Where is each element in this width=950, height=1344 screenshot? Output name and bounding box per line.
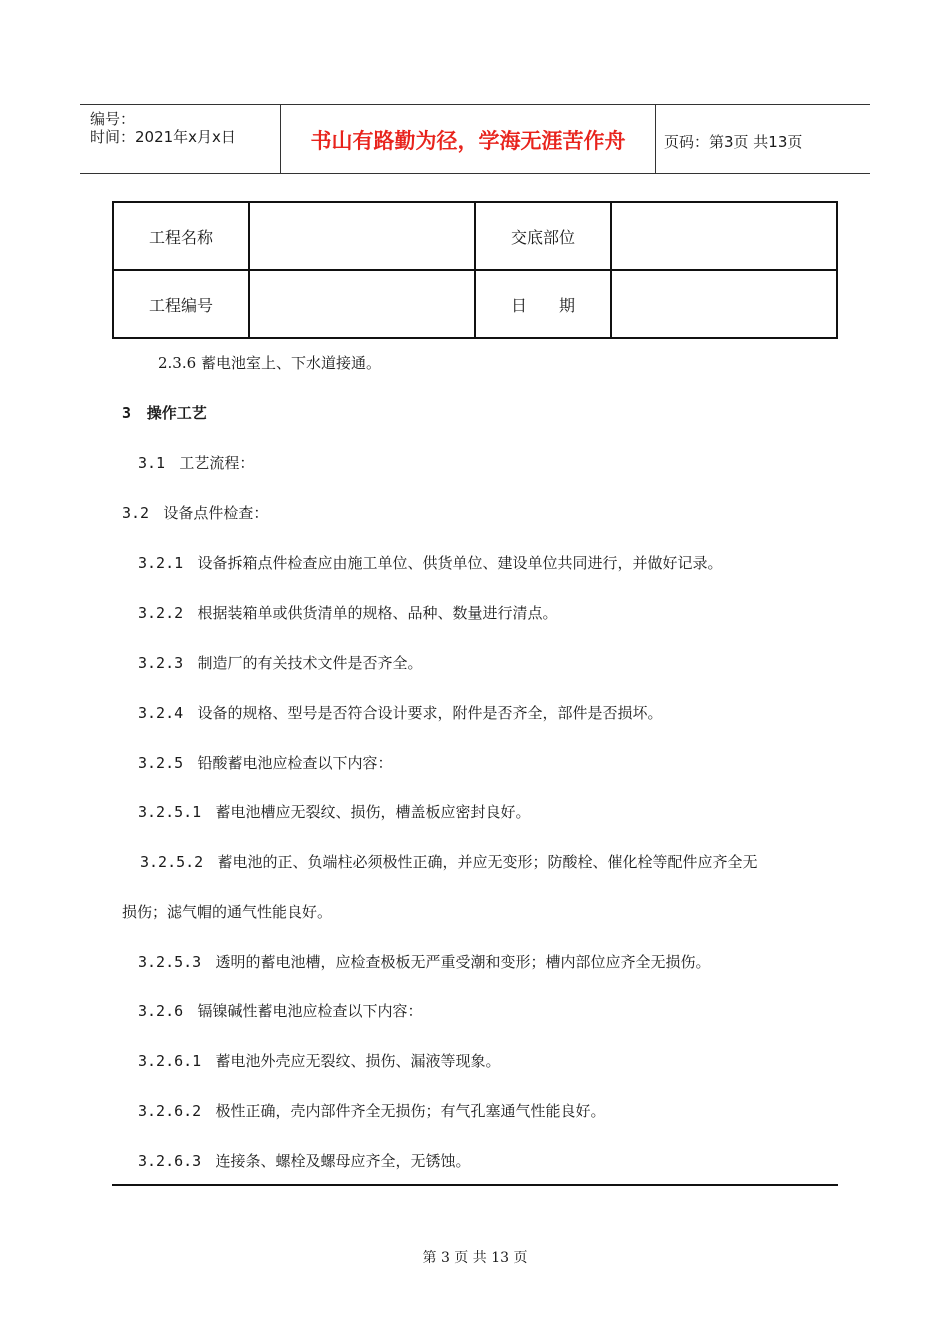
table-row (113, 202, 837, 270)
clause-3-2-5-3: 3.2.5.3 透明的蓄电池槽，应检查极板无严重受潮和变形；槽内部位应齐全无损伤。 (138, 953, 711, 971)
clause-3-2-6: 3.2.6 镉镍碱性蓄电池应检查以下内容： (138, 1002, 423, 1020)
header-page-cell (656, 105, 870, 173)
header-meta (80, 105, 280, 173)
clause-2-3-6: 2.3.6 蓄电池室上、下水道接通。 (158, 354, 381, 372)
clause-3-2-2: 3.2.2 根据装箱单或供货清单的规格、品种、数量进行清点。 (138, 604, 558, 622)
clause-3-2-5: 3.2.5 铅酸蓄电池应检查以下内容： (138, 754, 393, 772)
project-code-label: 工程编号 (113, 270, 249, 338)
page-header (80, 104, 870, 174)
clause-3-2-5-2-continued: 损伤；滤气帽的通气性能良好。 (122, 903, 333, 921)
header-motto: 书山有路勤为径，学海无涯苦作舟 (310, 129, 626, 153)
clause-3-2-5-1: 3.2.5.1 蓄电池槽应无裂纹、损伤，槽盖板应密封良好。 (138, 803, 531, 821)
clause-3-2-5-2: 3.2.5.2 蓄电池的正、负端柱必须极性正确，并应无变形；防酸栓、催化栓等配件应齐全无 (140, 853, 758, 871)
date-value (611, 270, 837, 338)
clause-3-2-6-2: 3.2.6.2 极性正确，壳内部件齐全无损伤；有气孔塞通气性能良好。 (138, 1102, 606, 1120)
clause-3-1: 3.1 工艺流程： (138, 454, 255, 472)
clause-3-2-6-1: 3.2.6.1 蓄电池外壳应无裂纹、损伤、漏液等现象。 (138, 1052, 501, 1070)
clause-3-2-3: 3.2.3 制造厂的有关技术文件是否齐全。 (138, 654, 423, 672)
clause-3-2: 3.2 设备点件检查： (122, 504, 269, 522)
handover-part-label: 交底部位 (475, 202, 611, 270)
header-page-label: 页码：第3页 共13页 (664, 133, 803, 151)
document-time-label: 时间：2021年x月x日 (90, 128, 236, 146)
clause-3-2-1: 3.2.1 设备拆箱点件检查应由施工单位、供货单位、建设单位共同进行，并做好记录。 (138, 554, 723, 572)
project-code-value (249, 270, 475, 338)
header-motto-cell (280, 105, 656, 173)
handover-part-value (611, 202, 837, 270)
project-name-label: 工程名称 (113, 202, 249, 270)
project-name-value (249, 202, 475, 270)
section-3-heading: 3 操作工艺 (122, 404, 207, 422)
footer-divider (112, 1184, 838, 1186)
document-number-label: 编号： (90, 110, 136, 128)
date-label: 日 期 (475, 270, 611, 338)
project-info-table (112, 201, 838, 339)
clause-3-2-4: 3.2.4 设备的规格、型号是否符合设计要求，附件是否齐全，部件是否损坏。 (138, 704, 663, 722)
footer-page-number: 第 3 页 共 13 页 (422, 1250, 528, 1266)
table-row (113, 270, 837, 338)
clause-3-2-6-3: 3.2.6.3 连接条、螺栓及螺母应齐全，无锈蚀。 (138, 1152, 471, 1170)
